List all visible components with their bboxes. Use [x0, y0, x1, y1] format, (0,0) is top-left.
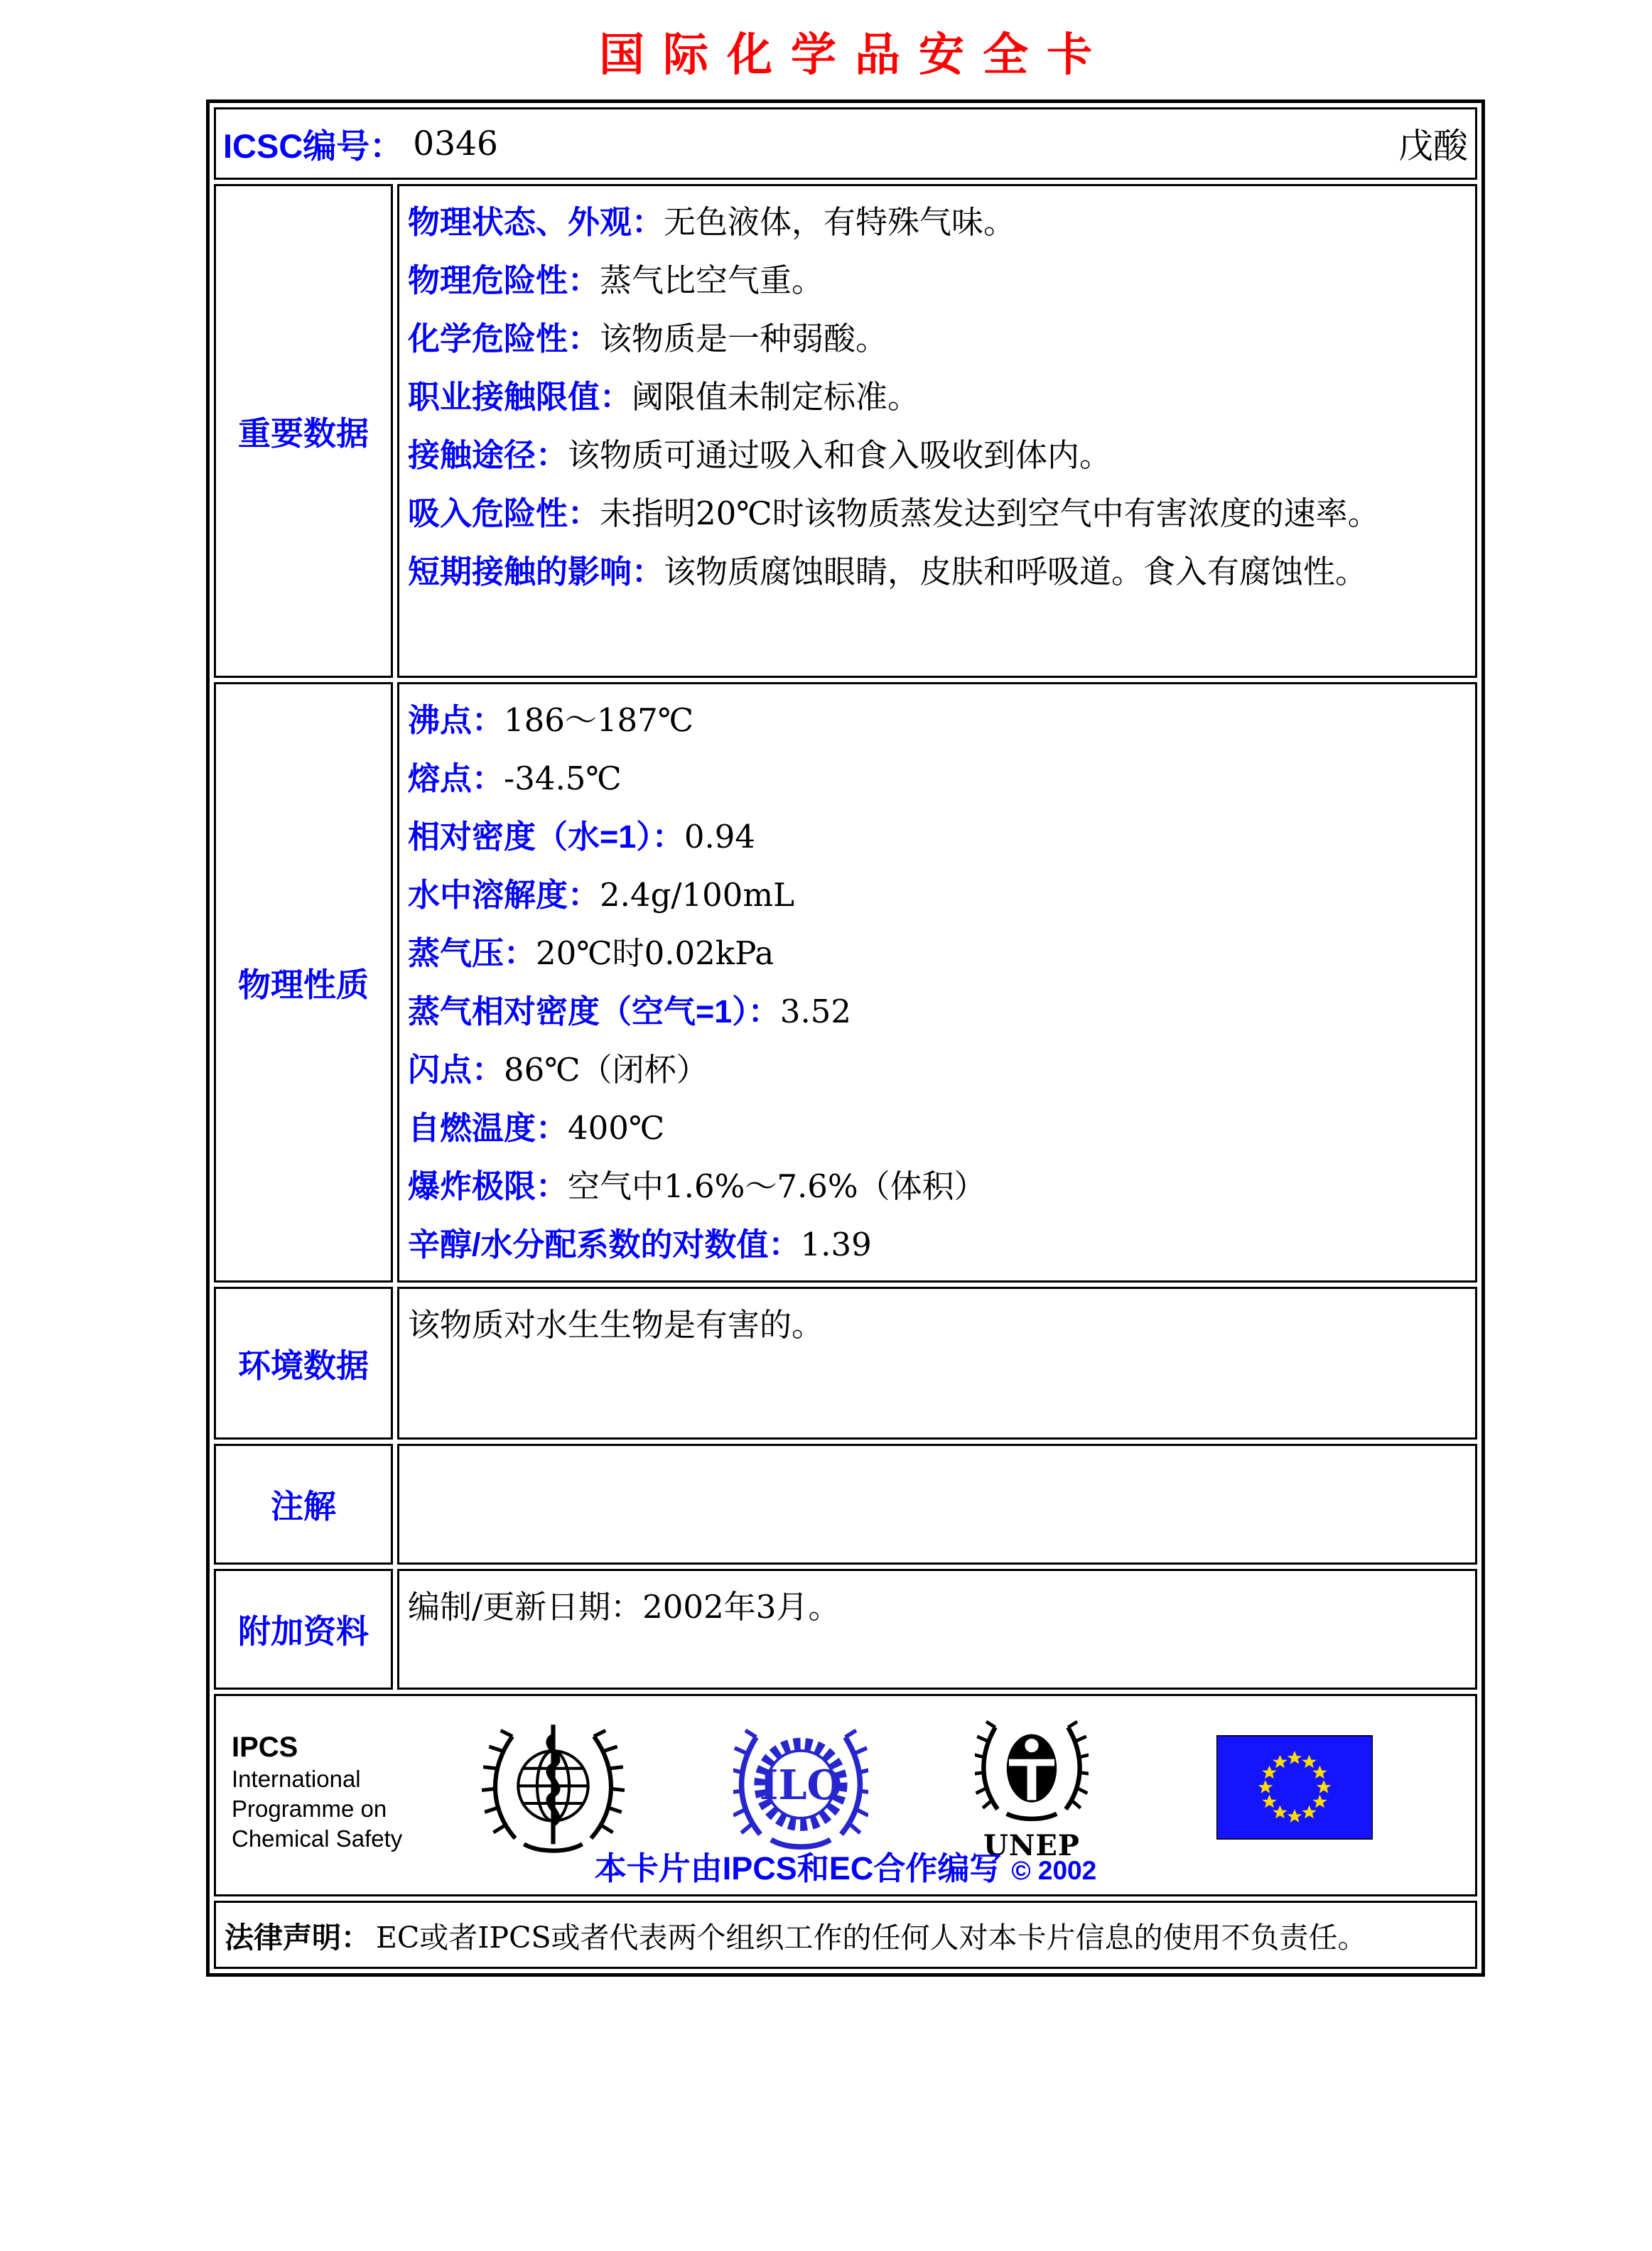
notes-section-label: 注解: [214, 1444, 393, 1565]
safety-card-table: [206, 99, 1485, 1977]
update-date-label: 编制/更新日期：: [408, 1588, 643, 1626]
physical-properties-content: [397, 682, 1477, 1283]
header-cell: [214, 107, 1477, 180]
property-line: [408, 983, 1467, 1041]
property-line: [408, 866, 1467, 924]
property-value: 400℃: [568, 1109, 665, 1147]
ipcs-line: Chemical Safety: [232, 1825, 403, 1852]
chemical-name: 戊酸: [1398, 126, 1468, 166]
unep-logo-icon: [975, 1716, 1089, 1862]
unep-logo-text: UNEP: [983, 1829, 1080, 1862]
additional-info-section-label: 附加资料: [214, 1569, 393, 1690]
property-line: [408, 1041, 1467, 1099]
property-line: [408, 485, 1467, 543]
property-label: 短期接触的影响：: [408, 554, 664, 590]
property-line: [408, 691, 1467, 750]
property-line: [408, 426, 1467, 485]
property-value: 2.4g/100mL: [600, 876, 794, 914]
important-data-section-label: 重要数据: [214, 184, 393, 678]
additional-info-content: [397, 1569, 1477, 1690]
notes-row: [214, 1444, 1477, 1565]
copyright-text: © 2002: [1011, 1856, 1097, 1885]
property-label: 蒸气压：: [408, 935, 536, 971]
important-data-row: [214, 184, 1477, 678]
notes-content: [397, 1444, 1477, 1565]
ilo-logo-icon: [733, 1721, 868, 1859]
physical-properties-section-label: 物理性质: [214, 682, 393, 1283]
property-label: 水中溶解度：: [408, 877, 600, 913]
property-label: 物理状态、外观：: [408, 204, 664, 240]
property-line: [408, 310, 1467, 368]
environmental-data-content: [397, 1287, 1477, 1440]
property-line: [408, 252, 1467, 310]
property-value: 186～187℃: [504, 701, 694, 739]
important-data-content: [397, 184, 1477, 678]
ipcs-line: International: [232, 1766, 361, 1792]
property-value: 无色液体，有特殊气味。: [664, 203, 1016, 241]
property-label: 爆炸极限：: [408, 1168, 568, 1204]
legal-label: 法律声明：: [225, 1921, 370, 1954]
property-line: [408, 368, 1467, 426]
property-value: 该物质是一种弱酸。: [600, 320, 888, 357]
property-line: [408, 924, 1467, 983]
property-label: 物理危险性：: [408, 262, 600, 298]
property-label: 辛醇/水分配系数的对数值：: [408, 1226, 801, 1263]
property-value: 蒸气比空气重。: [600, 261, 824, 299]
property-value: 0.94: [684, 818, 756, 855]
update-date-value: 2002年3月。: [642, 1588, 841, 1626]
property-value: -34.5℃: [504, 760, 622, 797]
property-label: 相对密度（水=1）：: [408, 819, 684, 855]
page-title: 国际化学品安全卡: [599, 29, 1111, 80]
legal-cell: [214, 1901, 1477, 1969]
property-value: 该物质腐蚀眼睛，皮肤和呼吸道。食入有腐蚀性。: [664, 553, 1368, 590]
legal-text: EC或者IPCS或者代表两个组织工作的任何人对本卡片信息的使用不负责任。: [376, 1920, 1367, 1955]
physical-properties-row: [214, 682, 1477, 1283]
property-label: 熔点：: [408, 760, 504, 797]
additional-info-row: [214, 1569, 1477, 1690]
property-value: 该物质可通过吸入和食入吸收到体内。: [568, 436, 1112, 474]
property-label: 吸入危险性：: [408, 495, 600, 531]
property-value: 86℃（闭杯）: [504, 1051, 708, 1089]
property-line: [408, 543, 1467, 601]
cooperation-caption: [216, 1842, 1475, 1889]
property-label: 职业接触限值：: [408, 379, 632, 415]
property-label: 沸点：: [408, 702, 504, 738]
icsc-number-label: ICSC编号：: [223, 126, 404, 165]
property-value: 20℃时0.02kPa: [536, 934, 774, 972]
safety-card-page: [206, 0, 1485, 1977]
logos-cell: [214, 1694, 1477, 1896]
property-label: 接触途径：: [408, 437, 568, 473]
property-line: [408, 193, 1467, 252]
property-label: 蒸气相对密度（空气=1）：: [408, 993, 780, 1030]
svg-text:ILO: ILO: [759, 1761, 843, 1810]
property-line: [408, 1157, 1467, 1216]
legal-row: [214, 1901, 1477, 1969]
property-value: 阈限值未制定标准。: [632, 378, 920, 416]
property-value: 3.52: [779, 993, 852, 1030]
logos-row: [214, 1694, 1477, 1896]
header-row: [214, 107, 1477, 180]
environmental-data-section-label: 环境数据: [214, 1287, 393, 1440]
caption-text: 本卡片由IPCS和EC合作编写: [594, 1850, 1002, 1886]
environmental-data-row: [214, 1287, 1477, 1440]
environmental-data-text: 该物质对水生生物是有害的。: [408, 1306, 824, 1344]
eu-flag-icon: [1216, 1735, 1373, 1843]
ipcs-acronym: IPCS: [232, 1732, 298, 1763]
property-line: [408, 808, 1467, 866]
property-label: 化学危险性：: [408, 320, 600, 357]
property-label: 闪点：: [408, 1052, 504, 1088]
property-label: 自燃温度：: [408, 1110, 568, 1146]
property-line: [408, 750, 1467, 808]
property-value: 1.39: [800, 1226, 872, 1263]
ipcs-line: Programme on: [232, 1796, 387, 1822]
property-line: [408, 1099, 1467, 1157]
icsc-number-value: 0346: [413, 124, 498, 163]
ipcs-text-block: [232, 1730, 402, 1854]
property-value: 未指明20℃时该物质蒸发达到空气中有害浓度的速率。: [600, 495, 1380, 532]
property-value: 空气中1.6%～7.6%（体积）: [568, 1167, 986, 1205]
property-line: [408, 1216, 1467, 1274]
